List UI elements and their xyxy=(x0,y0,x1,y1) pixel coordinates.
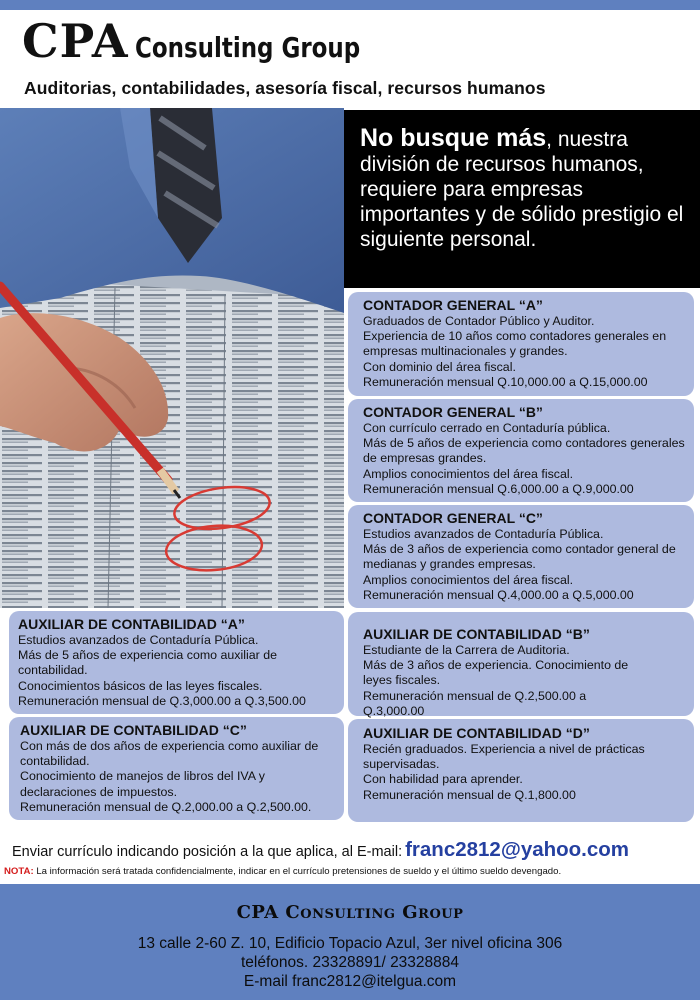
footer-email[interactable]: E-mail franc2812@itelgua.com xyxy=(243,973,457,990)
position-salary: Remuneración mensual de Q.1,800.00 xyxy=(363,787,576,802)
position-salary: Remuneración mensual de Q.3,000.00 a Q.3,500.00 xyxy=(18,693,306,708)
footer-address: 13 calle 2-60 Z. 10, Edificio Topacio Azul, 3er nivel oficina 306 xyxy=(137,935,563,952)
classifieds-photo xyxy=(0,108,344,608)
position-card-contador-b xyxy=(348,399,694,502)
footer-phones: teléfonos. 23328891/ 23328884 xyxy=(240,954,460,971)
confidentiality-note xyxy=(4,866,561,877)
logo-consulting-group: Consulting Group xyxy=(134,31,360,64)
position-title: AUXILIAR DE CONTABILIDAD “B” xyxy=(363,626,590,642)
position-card-auxiliar-c xyxy=(9,717,344,820)
footer-cpa: CPA xyxy=(236,902,279,923)
position-line: Experiencia de 10 años como contadores generales en empresas multinacionales y grandes. xyxy=(363,329,667,359)
footer xyxy=(0,884,700,1000)
position-line: Conocimiento de manejos de libros del IVA y declaraciones de impuestos. xyxy=(20,769,265,799)
position-title: AUXILIAR DE CONTABILIDAD “C” xyxy=(20,722,247,738)
position-title: AUXILIAR DE CONTABILIDAD “D” xyxy=(363,725,590,741)
apply-instructions xyxy=(12,838,629,862)
position-line: Conocimientos básicos de las leyes fiscales. xyxy=(18,678,263,693)
position-line: Con dominio del área fiscal. xyxy=(363,359,516,374)
footer-company-name xyxy=(0,902,700,923)
position-line: Amplios conocimientos del área fiscal. xyxy=(363,466,574,481)
position-line: Estudios avanzados de Contaduría Pública. xyxy=(363,527,604,541)
position-line: Más de 3 años de experiencia como contador general de medianas y grandes empresas. xyxy=(363,542,676,572)
position-line: Con más de dos años de experiencia como auxiliar de contabilidad. xyxy=(20,739,319,769)
position-card-contador-c xyxy=(348,505,694,608)
position-title: CONTADOR GENERAL “B” xyxy=(363,404,543,420)
position-line: Recién graduados. Experiencia a nivel de prácticas supervisadas. xyxy=(363,742,645,772)
position-line: Amplios conocimientos del área fiscal. xyxy=(363,572,574,587)
position-salary: Remuneración mensual Q.6,000.00 a Q.9,000.00 xyxy=(363,481,634,496)
company-logo xyxy=(22,14,409,68)
apply-email-link[interactable]: franc2812@yahoo.com xyxy=(405,838,630,861)
apply-text: Enviar currículo indicando posición a la que aplica, al E-mail: xyxy=(12,844,403,860)
tagline: Auditorias, contabilidades, asesoría fiscal, recursos humanos xyxy=(24,78,546,98)
intro-text: , nuestra división de recursos humanos, requiere para empresas importantes y de sólido prestigio el siguiente personal. xyxy=(360,128,684,251)
position-salary: Remuneración mensual de Q.2,500.00 a Q.3,000.00 xyxy=(363,688,587,718)
top-band xyxy=(0,0,700,10)
position-line: Estudiante de la Carrera de Auditoria. xyxy=(363,643,570,657)
footer-name: Consulting Group xyxy=(285,902,464,923)
position-card-auxiliar-d xyxy=(348,719,694,822)
position-card-auxiliar-b xyxy=(348,612,694,716)
position-title: CONTADOR GENERAL “A” xyxy=(363,297,543,313)
logo-cpa: CPA xyxy=(22,14,129,68)
position-salary: Remuneración mensual Q.10,000.00 a Q.15,000.00 xyxy=(363,374,648,389)
position-card-contador-a xyxy=(348,292,694,396)
intro-bold: No busque más xyxy=(360,124,547,152)
position-line: Graduados de Contador Público y Auditor. xyxy=(363,314,595,328)
position-line: Más de 3 años de experiencia. Conocimiento de leyes fiscales. xyxy=(363,658,629,688)
note-label: NOTA: xyxy=(4,866,34,877)
position-line: Con habilidad para aprender. xyxy=(363,772,523,787)
note-text: La información será tratada confidencialmente, indicar en el currículo pretensiones de sueldo y el último sueldo devengado. xyxy=(36,866,562,877)
position-line: Con currículo cerrado en Contaduría pública. xyxy=(363,421,611,435)
footer-contact xyxy=(0,934,700,991)
position-card-auxiliar-a xyxy=(9,611,344,714)
position-salary: Remuneración mensual de Q.2,000.00 a Q.2,500.00. xyxy=(20,799,312,814)
position-title: AUXILIAR DE CONTABILIDAD “A” xyxy=(18,616,245,632)
position-line: Estudios avanzados de Contaduría Pública. xyxy=(18,633,259,647)
position-line: Más de 5 años de experiencia como contadores generales de empresas grandes. xyxy=(363,436,685,466)
position-title: CONTADOR GENERAL “C” xyxy=(363,510,543,526)
position-line: Más de 5 años de experiencia como auxiliar de contabilidad. xyxy=(18,648,277,678)
position-salary: Remuneración mensual Q.4,000.00 a Q.5,000.00 xyxy=(363,587,634,602)
intro-banner xyxy=(344,110,700,288)
